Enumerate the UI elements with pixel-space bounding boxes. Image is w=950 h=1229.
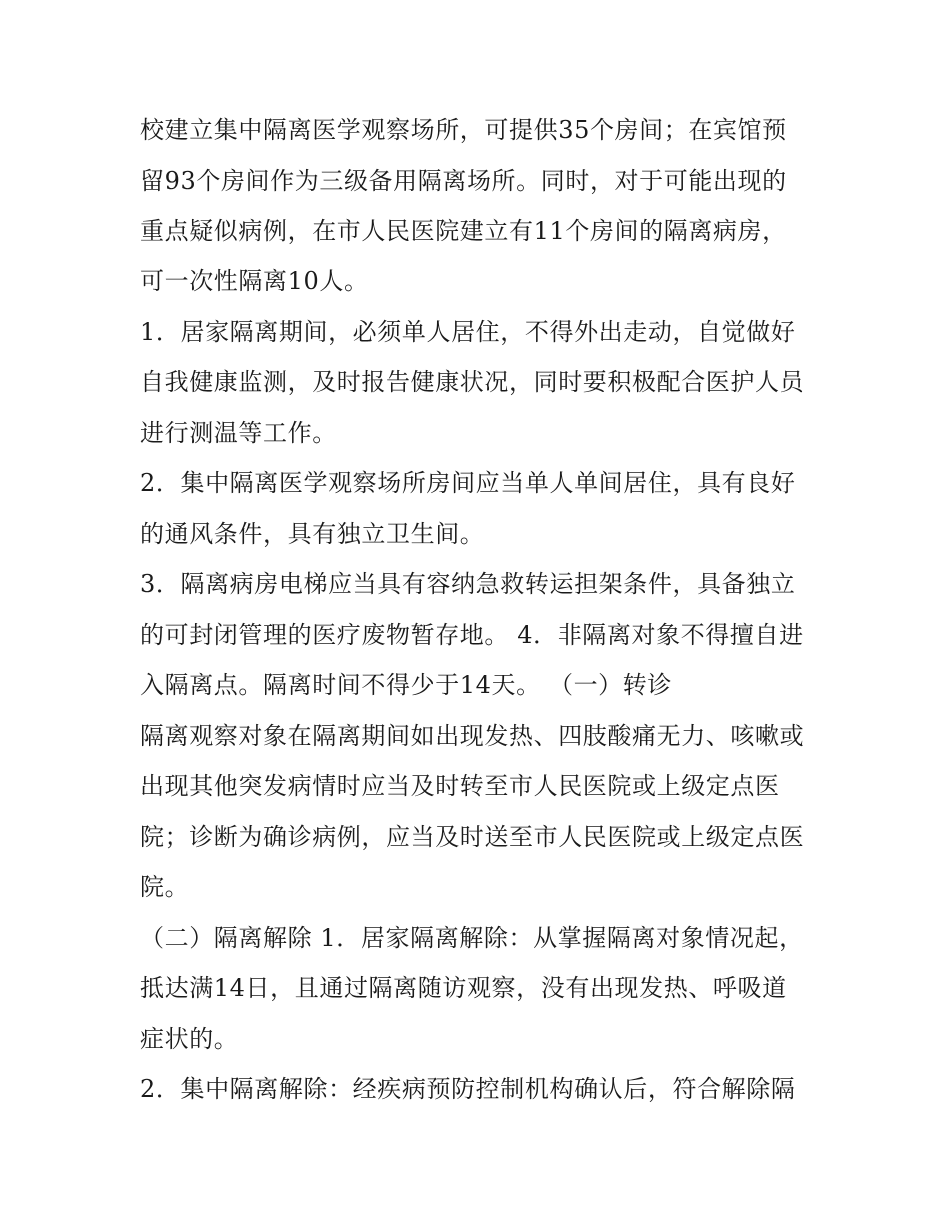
text-line: 抵达满14日，且通过隔离随访观察，没有出现发热、呼吸道 xyxy=(140,974,787,1002)
text-line: 校建立集中隔离医学观察场所，可提供35个房间；在宾馆预 xyxy=(140,116,787,144)
text-line: 的通风条件，具有独立卫生间。 xyxy=(140,520,485,548)
text-line: 1．居家隔离期间，必须单人居住，不得外出走动，自觉做好 xyxy=(140,318,796,346)
text-line: 院；诊断为确诊病例，应当及时送至市人民医院或上级定点医 xyxy=(140,823,805,851)
text-line: 自我健康监测，及时报告健康状况，同时要积极配合医护人员 xyxy=(140,368,805,396)
text-line: 进行测温等工作。 xyxy=(140,419,337,447)
text-line: 院。 xyxy=(140,873,190,901)
text-line: 出现其他突发病情时应当及时转至市人民医院或上级定点医 xyxy=(140,772,780,800)
text-line: 重点疑似病例，在市人民医院建立有11个房间的隔离病房， xyxy=(140,217,787,245)
text-line: 隔离观察对象在隔离期间如出现发热、四肢酸痛无力、咳嗽或 xyxy=(140,722,805,750)
text-line: 3．隔离病房电梯应当具有容纳急救转运担架条件，具备独立 xyxy=(140,570,796,598)
text-line: 可一次性隔离10人。 xyxy=(140,267,369,295)
text-line: （二）隔离解除 1．居家隔离解除：从掌握隔离对象情况起， xyxy=(140,924,804,952)
text-line: 入隔离点。隔离时间不得少于14天。 （一）转诊 xyxy=(140,671,672,699)
text-line: 留93个房间作为三级备用隔离场所。同时，对于可能出现的 xyxy=(140,167,787,195)
text-line: 的可封闭管理的医疗废物暂存地。 4．非隔离对象不得擅自进 xyxy=(140,621,804,649)
text-line: 症状的。 xyxy=(140,1025,239,1053)
text-line: 2．集中隔离解除：经疾病预防控制机构确认后，符合解除隔 xyxy=(140,1075,796,1103)
text-line: 2．集中隔离医学观察场所房间应当单人单间居住，具有良好 xyxy=(140,469,796,497)
